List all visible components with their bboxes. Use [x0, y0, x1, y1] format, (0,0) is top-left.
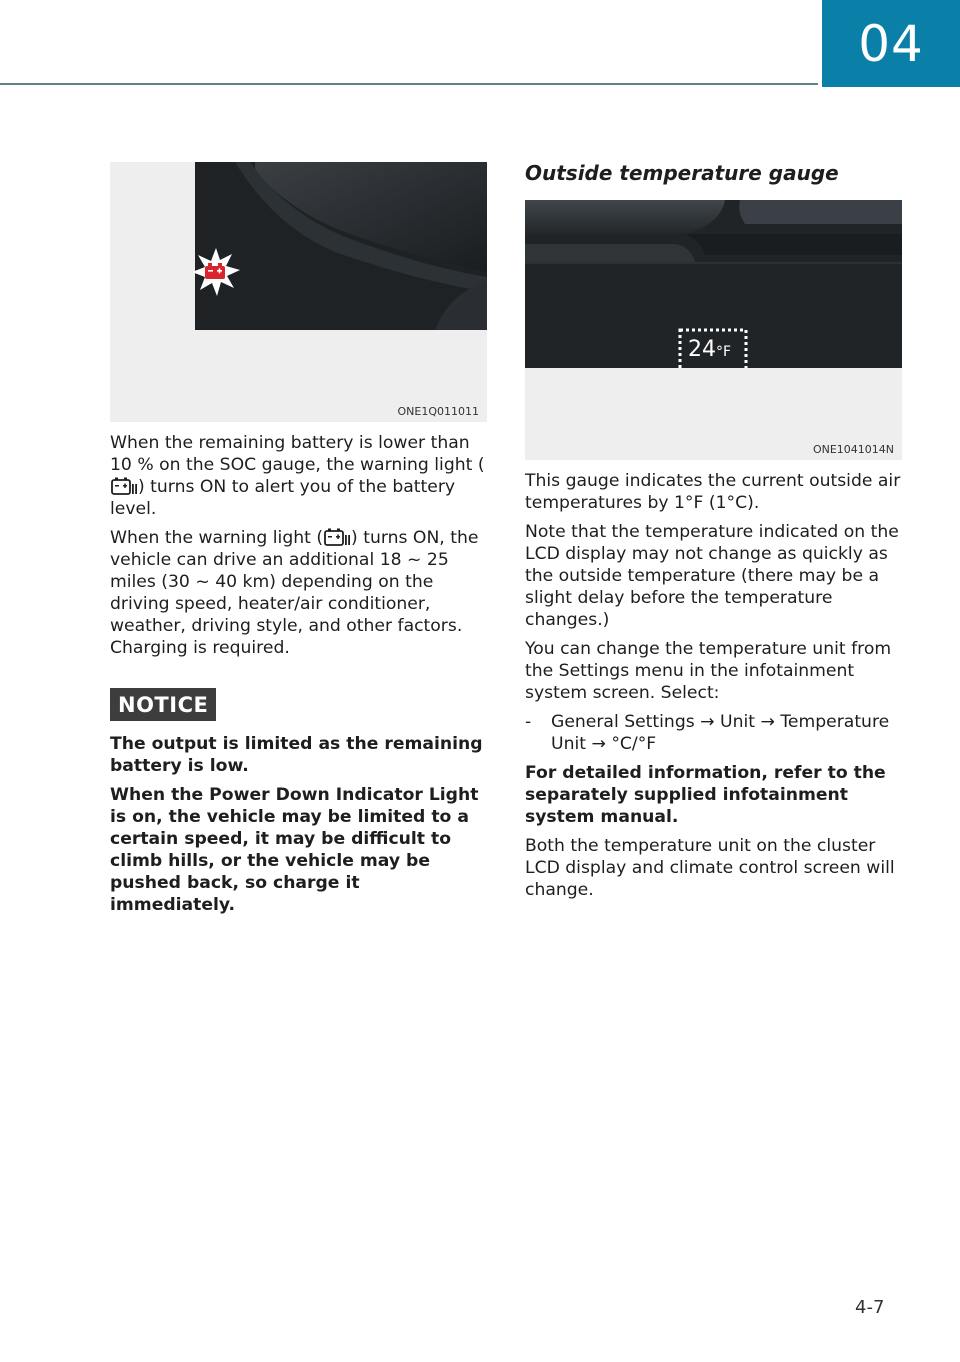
paragraph: Note that the temperature indicated on the LCD display may not change as quickly as the outside temperature (there may be a slight delay before the temperature changes.) [525, 522, 899, 630]
header-rule [0, 83, 818, 85]
list-item [525, 711, 903, 755]
paragraph: You can change the temperature unit from the Settings menu in the infotainment system screen. Select: [525, 639, 892, 703]
bold-note: For detailed information, refer to the separately supplied infotainment system manual. [525, 763, 886, 827]
left-column [110, 162, 488, 923]
battery-warning-icon [323, 527, 351, 547]
temperature-gauge-figure [525, 200, 902, 460]
chapter-tab: 04 [822, 0, 960, 87]
notice-badge: NOTICE [110, 688, 216, 721]
paragraph: Both the temperature unit on the cluster LCD display and climate control screen will change. [525, 836, 895, 900]
soc-warning-figure [110, 162, 487, 422]
battery-warning-icon [190, 246, 242, 298]
list-item-text: General Settings → Unit → Temperature Unit → °C/°F [551, 712, 890, 754]
figure-caption: ONE1041014N [812, 443, 894, 456]
section-title: Outside temperature gauge [525, 161, 839, 185]
right-column [525, 160, 903, 908]
list-bullet: - [525, 712, 532, 732]
battery-warning-icon [110, 476, 138, 496]
figure-caption: ONE1Q011011 [397, 405, 479, 418]
temperature-readout: 24°F [688, 337, 732, 362]
paragraph: This gauge indicates the current outside air temperatures by 1°F (1°C). [525, 471, 901, 513]
notice-text: The output is limited as the remaining battery is low. [110, 734, 483, 776]
paragraph: When the remaining battery is lower than 10 % on the SOC gauge, the warning light () turns ON to alert you of the battery level. [110, 433, 485, 519]
page-number: 4-7 [855, 1297, 885, 1318]
notice-text: When the Power Down Indicator Light is on, the vehicle may be limited to a certain speed, it may be difficult to climb hills, or the vehicle may be pushed back, so charge it immediately. [110, 785, 479, 915]
cluster-display [525, 200, 902, 368]
paragraph: When the warning light ( ) turns ON, the vehicle can drive an additional 18 ~ 25 miles (30 ~ 40 km) depending on the driving speed, heater/air conditioner, weather, driving style, and other factors. Charging is required. [110, 528, 479, 658]
